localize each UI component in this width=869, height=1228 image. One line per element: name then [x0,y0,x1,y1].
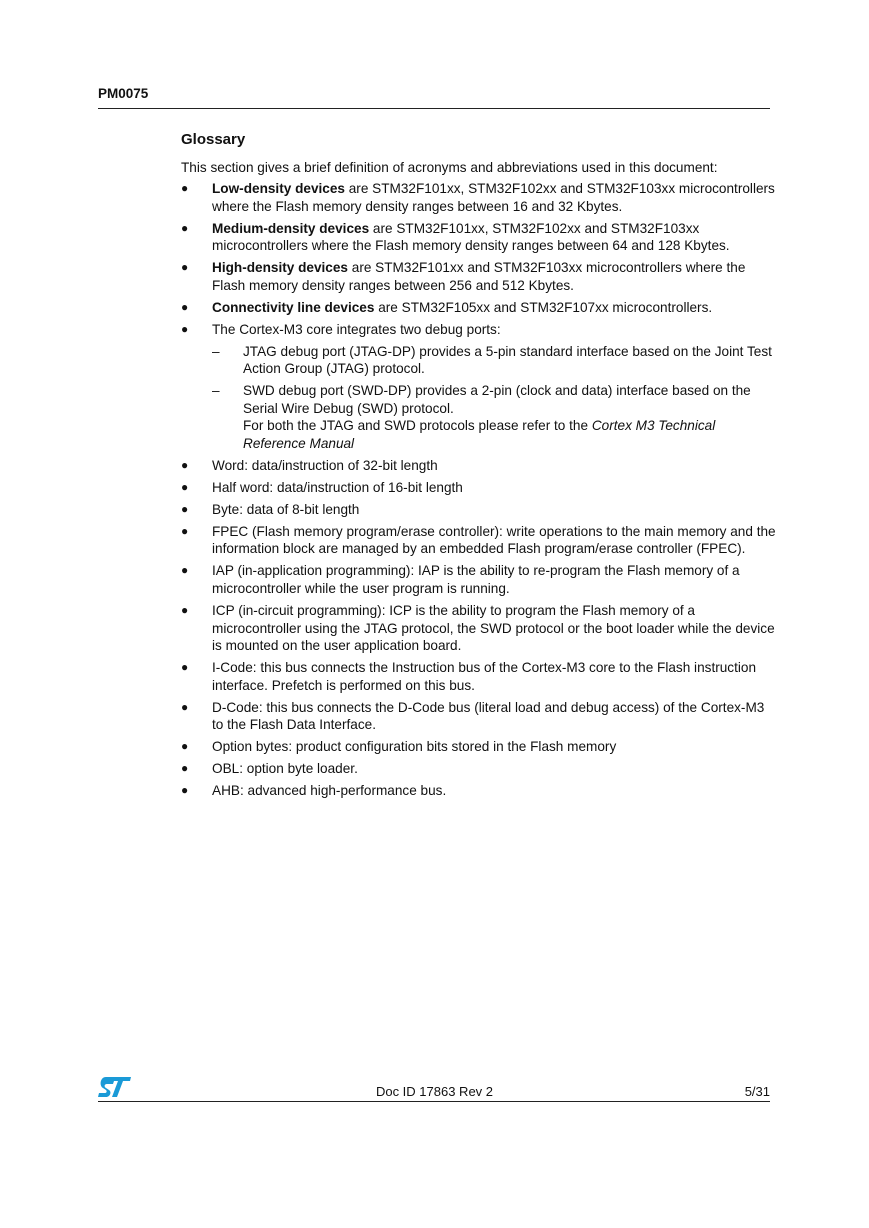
definition: OBL: option byte loader. [212,761,358,777]
list-item [181,180,776,215]
sub-list-item [212,343,776,378]
definition: Byte: data of 8-bit length [212,501,360,517]
bullet-icon: ● [181,220,189,235]
bullet-icon: ● [181,457,189,472]
definition: The Cortex-M3 core integrates two debug ports: [212,321,501,337]
sub-list-item [212,382,776,452]
list-item [181,738,776,756]
bullet-icon: ● [181,181,189,196]
definition: D-Code: this bus connects the D-Code bus (literal load and debug access) of the Cortex-M3 to the Flash Data Interface. [212,699,765,733]
bullet-icon: ● [181,660,189,675]
bullet-icon: ● [181,501,189,516]
bullet-icon: ● [181,321,189,336]
list-item [181,321,776,453]
list-item [181,659,776,694]
glossary-section [181,131,776,804]
definition: are STM32F101xx and STM32F103xx microcontrollers where the Flash memory density ranges between 256 and 512 Kbytes. [212,260,746,293]
term: Medium-density devices [212,220,370,236]
list-item [181,501,776,519]
sub-item-text: JTAG debug port (JTAG-DP) provides a 5-pin standard interface based on the Joint Test Action Group (JTAG) protocol. [243,343,772,377]
sub-item-text: SWD debug port (SWD-DP) provides a 2-pin (clock and data) interface based on the Serial Wire Debug (SWD) protocol. [243,383,751,416]
list-item [181,602,776,655]
bullet-icon: ● [181,479,189,494]
reference-note: For both the JTAG and SWD protocols please refer to the [243,418,592,434]
term: Connectivity line devices [212,299,375,315]
document-code: PM0075 [98,86,149,101]
definition: I-Code: this bus connects the Instruction bus of the Cortex-M3 core to the Flash instruction interface. Prefetch is performed on this bus. [212,660,757,693]
list-item [181,299,776,317]
bullet-icon: ● [181,260,189,275]
list-item [181,523,776,558]
bullet-icon: ● [181,523,189,538]
definition: ICP (in-circuit programming): ICP is the ability to program the Flash memory of a microcontroller using the JTAG protocol, the SWD protocol or the boot loader while the device is mounted on the user application board. [212,602,775,654]
bullet-icon: ● [181,602,189,617]
dash-icon: – [212,383,220,399]
bullet-icon: ● [181,761,189,776]
header-rule [98,108,770,109]
list-item [181,699,776,734]
definition: Word: data/instruction of 32-bit length [212,457,438,473]
list-item [181,220,776,255]
list-item [181,457,776,475]
bullet-icon: ● [181,739,189,754]
definition: Half word: data/instruction of 16-bit length [212,479,463,495]
glossary-list [181,180,776,800]
footer-rule [98,1101,770,1102]
debug-port-list [212,343,776,453]
definition: are STM32F105xx and STM32F107xx microcontrollers. [374,299,713,315]
list-item [181,782,776,800]
list-item [181,760,776,778]
definition: Option bytes: product configuration bits stored in the Flash memory [212,739,617,755]
page-number: 5/31 [744,1084,770,1099]
intro-paragraph: This section gives a brief definition of acronyms and abbreviations used in this document: [181,159,718,175]
bullet-icon: ● [181,299,189,314]
bullet-icon: ● [181,783,189,798]
definition: IAP (in-application programming): IAP is the ability to re-program the Flash memory of a microcontroller while the user program is running. [212,563,740,596]
definition: are STM32F101xx, STM32F102xx and STM32F103xx microcontrollers where the Flash memory density ranges between 64 and 128 Kbytes. [212,220,730,254]
footer-doc-id: Doc ID 17863 Rev 2 [375,1084,494,1099]
definition: are STM32F101xx, STM32F102xx and STM32F103xx microcontrollers where the Flash memory density ranges between 16 and 32 Kbytes. [212,181,775,214]
list-item [181,259,776,294]
term: Low-density devices [212,181,345,197]
section-title: Glossary [181,131,246,148]
definition: AHB: advanced high-performance bus. [212,783,447,799]
list-item [181,479,776,497]
bullet-icon: ● [181,563,189,578]
bullet-icon: ● [181,699,189,714]
definition: FPEC (Flash memory program/erase controller): write operations to the main memory and the information block are managed by an embedded Flash program/erase controller (FPEC). [212,523,776,557]
reference-manual-title: Cortex M3 Technical Reference Manual [243,418,716,451]
term: High-density devices [212,260,348,276]
dash-icon: – [212,343,220,359]
list-item [181,562,776,597]
